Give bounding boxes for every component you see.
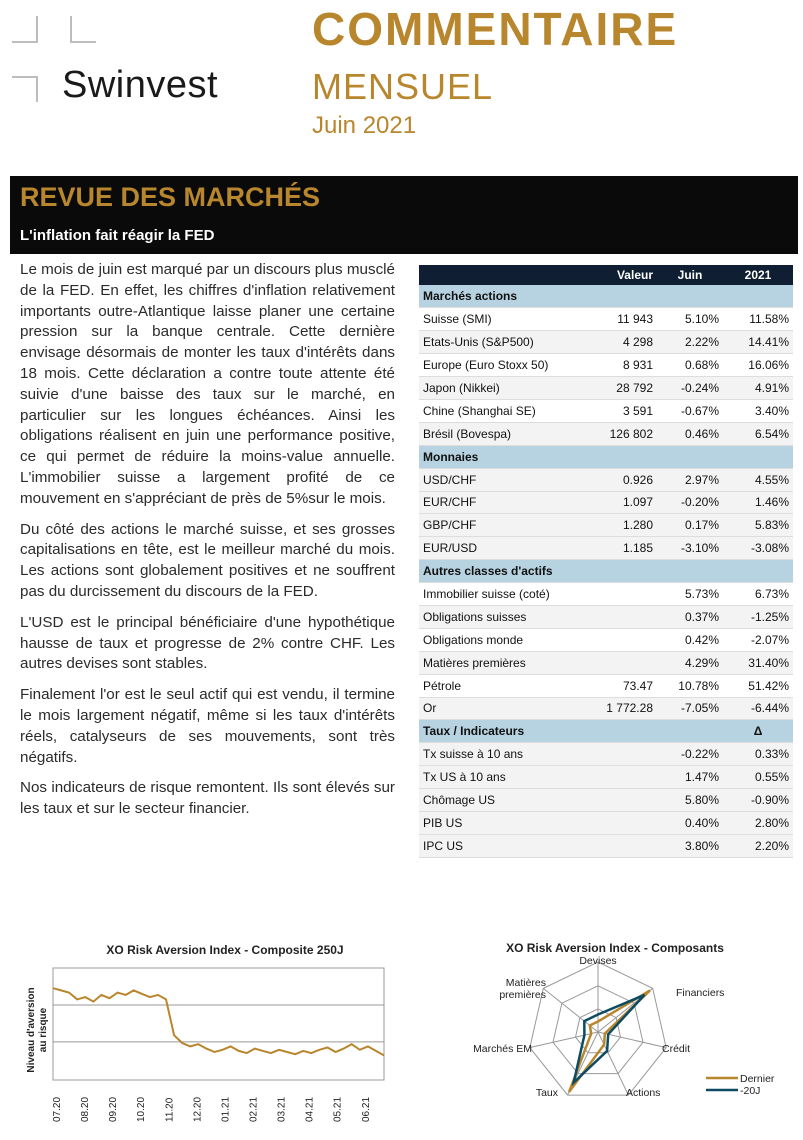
row-value: 5.80%	[657, 789, 723, 812]
row-value: 51.42%	[723, 674, 793, 697]
row-value: -0.67%	[657, 399, 723, 422]
row-label: Chine (Shanghai SE)	[419, 399, 569, 422]
row-label: Japon (Nikkei)	[419, 377, 569, 400]
row-value: 1.46%	[723, 491, 793, 514]
row-label: Tx suisse à 10 ans	[419, 743, 569, 766]
paragraph: L'USD est le principal bénéficiaire d'une hypothétique hausse de taux et progresse de 2% contre CHF. Les autres devises sont stables.	[20, 613, 395, 673]
row-value: 2.80%	[723, 811, 793, 834]
row-value	[569, 628, 657, 651]
table-section-row	[419, 285, 793, 308]
row-value: -0.20%	[657, 491, 723, 514]
row-value	[569, 743, 657, 766]
row-value: 3.80%	[657, 834, 723, 857]
row-value: -3.08%	[723, 537, 793, 560]
x-tick-label: 04.21	[304, 1096, 316, 1122]
x-tick-label: 01.21	[220, 1096, 232, 1122]
table-row	[419, 537, 793, 560]
table-row	[419, 766, 793, 789]
components-chart	[440, 940, 790, 1136]
table-row	[419, 468, 793, 491]
table-section-row	[419, 445, 793, 468]
row-value: 1 772.28	[569, 697, 657, 720]
column-header: 2021	[723, 265, 793, 285]
section-delta: Δ	[723, 720, 793, 743]
row-value: 4.55%	[723, 468, 793, 491]
radar-category-label: Actions	[626, 1087, 661, 1099]
legend-label: Dernier	[740, 1073, 775, 1085]
x-tick-label: 09.20	[108, 1096, 120, 1122]
row-value: 0.33%	[723, 743, 793, 766]
row-value: 0.926	[569, 468, 657, 491]
table-row	[419, 308, 793, 331]
row-value	[569, 811, 657, 834]
page-subtitle: MENSUEL	[312, 66, 494, 107]
composite-chart	[20, 940, 395, 1136]
table-header-row	[419, 265, 793, 285]
row-value	[569, 583, 657, 606]
table-row	[419, 422, 793, 445]
row-value: 5.10%	[657, 308, 723, 331]
x-tick-label: 05.21	[332, 1096, 344, 1122]
radar-category-label: Matières premières	[499, 977, 546, 1001]
table-row	[419, 491, 793, 514]
row-value: 10.78%	[657, 674, 723, 697]
row-label: Obligations monde	[419, 628, 569, 651]
components-chart-svg	[440, 940, 790, 1136]
section-label: Monnaies	[419, 445, 723, 468]
row-value: -3.10%	[657, 537, 723, 560]
row-label: Pétrole	[419, 674, 569, 697]
row-value: 11.58%	[723, 308, 793, 331]
section-label: Autres classes d'actifs	[419, 560, 723, 583]
row-value: 2.20%	[723, 834, 793, 857]
row-label: Immobilier suisse (coté)	[419, 583, 569, 606]
row-value: 4.29%	[657, 651, 723, 674]
column-header	[419, 265, 569, 285]
row-value: -0.90%	[723, 789, 793, 812]
x-tick-label: 11.20	[164, 1097, 176, 1122]
row-value: 0.17%	[657, 514, 723, 537]
row-value: 2.97%	[657, 468, 723, 491]
section-subtitle: L'inflation fait réagir la FED	[20, 227, 215, 244]
row-label: IPC US	[419, 834, 569, 857]
row-value: -6.44%	[723, 697, 793, 720]
row-value: 11 943	[569, 308, 657, 331]
section-delta	[723, 445, 793, 468]
radar-axis	[598, 1032, 628, 1095]
column-header: Valeur	[569, 265, 657, 285]
row-label: EUR/USD	[419, 537, 569, 560]
table-section-row	[419, 560, 793, 583]
row-label: Europe (Euro Stoxx 50)	[419, 354, 569, 377]
row-value: 14.41%	[723, 331, 793, 354]
row-value: -7.05%	[657, 697, 723, 720]
swinvest-logo: Swinvest	[62, 64, 219, 106]
table-row	[419, 399, 793, 422]
table-row	[419, 789, 793, 812]
x-tick-label: 07.20	[52, 1096, 63, 1122]
row-value: 1.097	[569, 491, 657, 514]
x-tick-label: 10.20	[136, 1096, 148, 1122]
paragraph: Du côté des actions le marché suisse, et ses grosses capitalisations en tête, est le meilleur marché du mois. Les actions sont globalement positives et ne souffrent pas du durcissement du discours de la FED.	[20, 520, 395, 600]
row-label: Tx US à 10 ans	[419, 766, 569, 789]
section-label: Taux / Indicateurs	[419, 720, 723, 743]
table-row	[419, 697, 793, 720]
row-value: 73.47	[569, 674, 657, 697]
row-value: 0.37%	[657, 605, 723, 628]
market-table	[419, 265, 793, 858]
row-value: 0.68%	[657, 354, 723, 377]
chart-title: XO Risk Aversion Index - Composants	[506, 941, 724, 955]
x-tick-label: 08.20	[80, 1096, 92, 1122]
row-value: 1.280	[569, 514, 657, 537]
paragraph: Nos indicateurs de risque remontent. Ils sont élevés sur les taux et sur le secteur financier.	[20, 779, 395, 818]
row-label: Obligations suisses	[419, 605, 569, 628]
row-value: 4.91%	[723, 377, 793, 400]
table-row	[419, 354, 793, 377]
row-value: 28 792	[569, 377, 657, 400]
table-row	[419, 811, 793, 834]
paragraph: Finalement l'or est le seul actif qui est vendu, il termine le mois largement négatif, même si les taux d'intérêts réels, catalyseurs de ses mouvements, sont très négatifs.	[20, 686, 395, 766]
radar-category-label: Crédit	[662, 1043, 691, 1055]
row-value: 0.42%	[657, 628, 723, 651]
corner-mark	[12, 41, 38, 43]
row-value: 16.06%	[723, 354, 793, 377]
row-value	[569, 789, 657, 812]
legend-label: -20J	[740, 1085, 761, 1097]
plot-frame	[53, 968, 384, 1080]
section-title: REVUE DES MARCHÉS	[20, 182, 321, 212]
composite-chart-svg	[20, 940, 395, 1136]
row-value: 5.83%	[723, 514, 793, 537]
row-value: 1.185	[569, 537, 657, 560]
x-tick-label: 03.21	[276, 1096, 288, 1122]
row-value: 6.73%	[723, 583, 793, 606]
row-value: 0.40%	[657, 811, 723, 834]
paragraph: Le mois de juin est marqué par un discours plus musclé de la FED. En effet, les chiffres d'inflation relativement importants outre-Atlantique laisse planer une certaine pression sur la banque centrale. Cette dernière envisage désormais de monter les taux d'intérêts dans 18 mois. Cette déclaration a contre toute attente été suivie d'une baisse des taux sur le marché, en particulier sur les longues échéances. Ainsi les obligations réalisent en juin une performance positive, ce qui permet de réduire la moins-value annuelle. L'immobilier suisse a largement profité de ce mouvement en s'appréciant de près de 5%sur le mois.	[20, 261, 395, 507]
corner-mark	[36, 76, 38, 102]
row-value	[569, 834, 657, 857]
row-value: 2.22%	[657, 331, 723, 354]
row-label: Etats-Unis (S&P500)	[419, 331, 569, 354]
section-delta	[723, 285, 793, 308]
row-value: 6.54%	[723, 422, 793, 445]
row-label: GBP/CHF	[419, 514, 569, 537]
row-value: 0.55%	[723, 766, 793, 789]
row-value: 4 298	[569, 331, 657, 354]
row-value: 0.46%	[657, 422, 723, 445]
row-value: -0.22%	[657, 743, 723, 766]
table-row	[419, 377, 793, 400]
row-value: -2.07%	[723, 628, 793, 651]
table-row	[419, 628, 793, 651]
table-row	[419, 743, 793, 766]
row-label: Chômage US	[419, 789, 569, 812]
x-tick-label: 02.21	[248, 1096, 260, 1122]
section-banner	[10, 176, 798, 254]
report-date: Juin 2021	[312, 112, 417, 139]
corner-mark	[36, 16, 38, 42]
section-delta	[723, 560, 793, 583]
table-row	[419, 605, 793, 628]
row-value: -0.24%	[657, 377, 723, 400]
row-value: 3 591	[569, 399, 657, 422]
radar-category-label: Marchés EM	[473, 1043, 532, 1055]
table-row	[419, 834, 793, 857]
column-header: Juin	[657, 265, 723, 285]
row-value: 126 802	[569, 422, 657, 445]
row-value: 1.47%	[657, 766, 723, 789]
corner-mark	[70, 41, 96, 43]
radar-category-label: Devises	[579, 955, 617, 967]
table-row	[419, 331, 793, 354]
row-value	[569, 605, 657, 628]
row-value	[569, 766, 657, 789]
row-value: 31.40%	[723, 651, 793, 674]
table-row	[419, 583, 793, 606]
row-label: PIB US	[419, 811, 569, 834]
row-value: 5.73%	[657, 583, 723, 606]
composite-series-line	[53, 988, 384, 1055]
x-tick-label: 12.20	[192, 1096, 204, 1122]
row-label: USD/CHF	[419, 468, 569, 491]
x-tick-label: 06.21	[360, 1096, 372, 1122]
row-label: EUR/CHF	[419, 491, 569, 514]
row-value	[569, 651, 657, 674]
radar-category-label: Financiers	[676, 987, 725, 999]
radar-category-label: Taux	[535, 1087, 558, 1099]
commentary-text	[20, 260, 395, 830]
corner-mark	[12, 76, 38, 78]
row-label: Matières premières	[419, 651, 569, 674]
y-axis-label: Niveau d'aversionau risque	[26, 987, 49, 1073]
row-label: Or	[419, 697, 569, 720]
page-title: COMMENTAIRE	[312, 3, 679, 55]
row-value: 8 931	[569, 354, 657, 377]
table-section-row	[419, 720, 793, 743]
chart-title: XO Risk Aversion Index - Composite 250J	[106, 943, 344, 957]
row-value: -1.25%	[723, 605, 793, 628]
row-label: Brésil (Bovespa)	[419, 422, 569, 445]
corner-mark	[70, 16, 72, 42]
table-row	[419, 674, 793, 697]
table-row	[419, 651, 793, 674]
row-value: 3.40%	[723, 399, 793, 422]
row-label: Suisse (SMI)	[419, 308, 569, 331]
section-label: Marchés actions	[419, 285, 723, 308]
table-row	[419, 514, 793, 537]
